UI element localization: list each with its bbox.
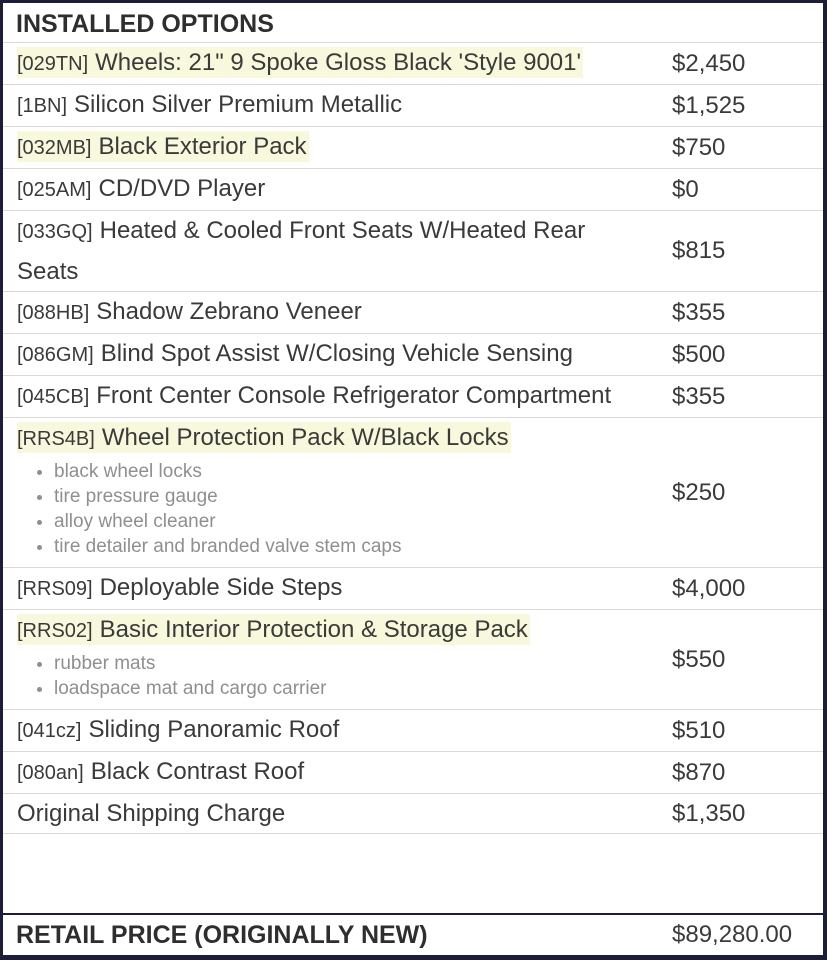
option-description <box>3 376 649 417</box>
option-row <box>3 610 823 710</box>
option-row <box>3 43 823 85</box>
option-description <box>3 292 649 333</box>
option-row <box>3 85 823 127</box>
option-text <box>17 175 265 202</box>
option-code: [025AM] <box>17 179 92 201</box>
option-row <box>3 418 823 568</box>
option-description <box>3 752 649 793</box>
option-label: Deployable Side Steps <box>99 574 343 601</box>
option-text <box>17 298 362 325</box>
option-row <box>3 752 823 794</box>
option-description <box>3 794 649 833</box>
option-text <box>17 340 573 367</box>
option-description <box>3 169 649 210</box>
option-row <box>3 169 823 211</box>
option-bullets <box>54 459 643 559</box>
option-description <box>3 710 649 751</box>
option-label: Basic Interior Protection & Storage Pack <box>99 616 528 643</box>
option-description <box>3 43 649 84</box>
option-code: [RRS4B] <box>17 428 95 450</box>
option-price: $750 <box>672 133 726 161</box>
option-label: Black Contrast Roof <box>90 758 305 785</box>
option-row <box>3 127 823 169</box>
option-text <box>17 716 339 743</box>
option-price: $870 <box>672 758 726 786</box>
option-row <box>3 376 823 418</box>
option-price: $1,525 <box>672 91 746 119</box>
option-text <box>17 131 309 162</box>
option-price: $355 <box>672 382 726 410</box>
table-title: INSTALLED OPTIONS <box>16 10 274 38</box>
option-label: Blind Spot Assist W/Closing Vehicle Sensing <box>100 340 573 367</box>
retail-price-row <box>3 913 823 955</box>
option-label: Heated & Cooled Front Seats W/Heated Rear Seats <box>17 217 586 285</box>
option-description <box>3 568 649 609</box>
option-bullet: • black wheel locks <box>54 459 643 484</box>
option-label: CD/DVD Player <box>98 175 266 202</box>
option-label: Original Shipping Charge <box>17 800 286 827</box>
option-text <box>17 800 285 827</box>
option-price: $355 <box>672 298 726 326</box>
option-code: [033GQ] <box>17 221 93 243</box>
option-text <box>17 422 511 453</box>
option-description <box>3 211 649 291</box>
option-price: $4,000 <box>672 574 746 602</box>
option-row <box>3 794 823 834</box>
option-text <box>17 382 611 409</box>
option-label: Shadow Zebrano Veneer <box>96 298 362 325</box>
option-bullet: • alloy wheel cleaner <box>54 509 643 534</box>
option-text <box>17 91 402 118</box>
table-header <box>3 3 823 43</box>
option-code: [1BN] <box>17 95 68 117</box>
option-bullet: • loadspace mat and cargo carrier <box>54 676 643 701</box>
option-price: $815 <box>672 237 726 264</box>
option-label: Sliding Panoramic Roof <box>88 716 340 743</box>
option-text <box>17 614 530 645</box>
option-code: [086GM] <box>17 344 94 366</box>
option-row <box>3 334 823 376</box>
option-text <box>17 758 304 785</box>
option-code: [045CB] <box>17 386 90 408</box>
option-code: [RRS02] <box>17 620 93 642</box>
option-label: Front Center Console Refrigerator Compartment <box>96 382 612 409</box>
option-text <box>17 217 585 285</box>
option-price: $250 <box>672 478 726 506</box>
retail-price-label: RETAIL PRICE (ORIGINALLY NEW) <box>16 920 428 949</box>
option-row <box>3 710 823 752</box>
option-description <box>3 85 649 126</box>
option-price: $550 <box>672 645 726 673</box>
option-code: [029TN] <box>17 53 89 75</box>
option-description <box>3 334 649 375</box>
option-row <box>3 568 823 610</box>
option-description <box>3 418 649 567</box>
option-code: [041cz] <box>17 720 82 742</box>
option-price: $1,350 <box>672 799 746 827</box>
option-label: Silicon Silver Premium Metallic <box>74 91 403 118</box>
option-description <box>3 127 649 168</box>
option-code: [032MB] <box>17 137 92 159</box>
option-code: [RRS09] <box>17 578 93 600</box>
option-bullet: • rubber mats <box>54 651 643 676</box>
option-price: $0 <box>672 175 699 203</box>
option-row <box>3 211 823 292</box>
option-description <box>3 610 649 709</box>
option-label: Wheels: 21" 9 Spoke Gloss Black 'Style 9001' <box>95 49 582 76</box>
option-bullet: • tire detailer and branded valve stem caps <box>54 534 643 559</box>
option-label: Wheel Protection Pack W/Black Locks <box>101 424 509 451</box>
option-text <box>17 574 342 601</box>
option-code: [088HB] <box>17 302 90 324</box>
option-label: Black Exterior Pack <box>98 133 307 160</box>
option-code: [080an] <box>17 762 84 784</box>
option-price: $510 <box>672 716 726 744</box>
option-row <box>3 292 823 334</box>
option-bullets <box>54 651 643 701</box>
retail-price-value: $89,280.00 <box>672 921 793 948</box>
option-rows <box>3 43 823 913</box>
option-text <box>17 47 583 78</box>
option-price: $500 <box>672 340 726 368</box>
option-bullet: • tire pressure gauge <box>54 484 643 509</box>
option-price: $2,450 <box>672 49 746 77</box>
